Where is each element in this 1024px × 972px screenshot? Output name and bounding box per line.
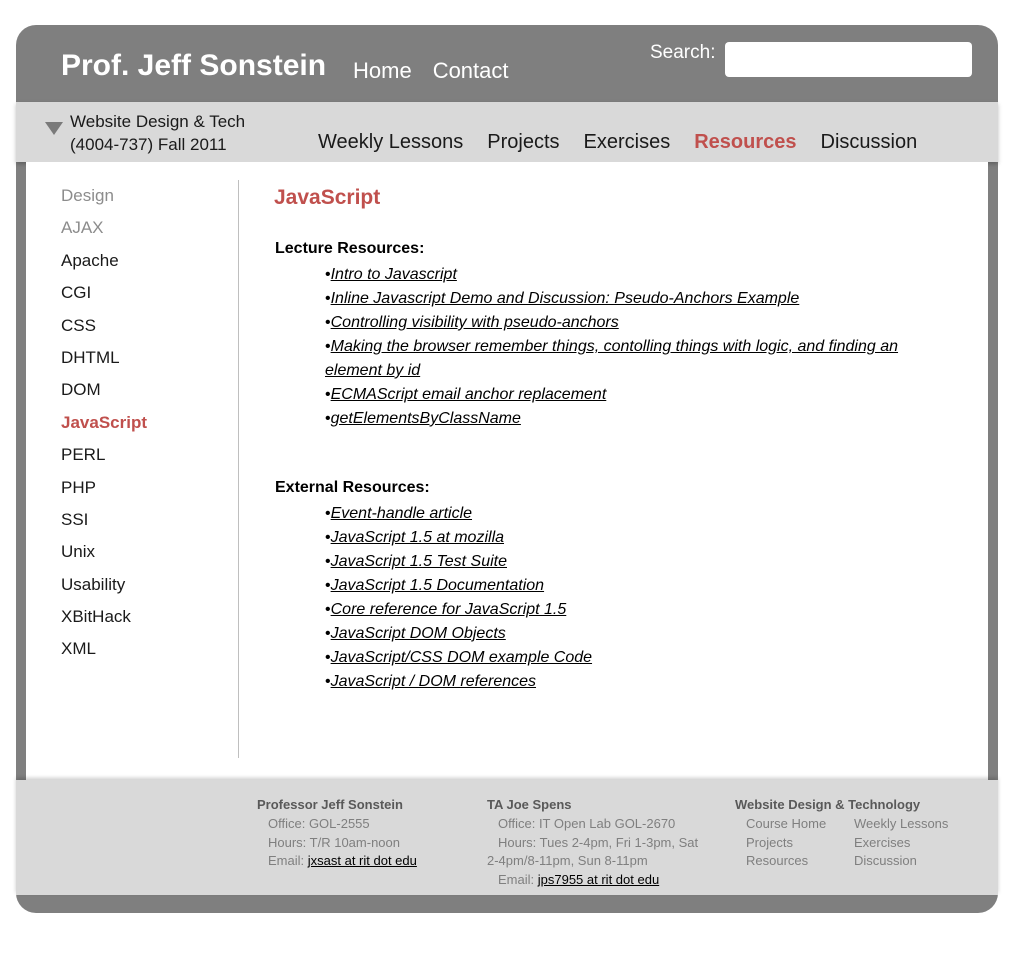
nav-contact-link[interactable]: Contact [432, 58, 509, 83]
resource-link[interactable]: JavaScript 1.5 Documentation [330, 577, 545, 594]
bullet-icon: • [325, 625, 331, 642]
bullet-icon: • [325, 338, 331, 355]
bullet-icon: • [325, 577, 331, 594]
site-title[interactable]: Prof. Jeff Sonstein [61, 49, 327, 82]
resource-item [325, 383, 925, 407]
resource-item [325, 598, 925, 622]
bullet-icon: • [325, 553, 331, 570]
footer-link-course-home[interactable]: Course Home [746, 815, 827, 831]
lecture-resources-list [325, 263, 925, 431]
bullet-icon: • [325, 410, 331, 427]
resource-link[interactable]: Intro to Javascript [330, 266, 457, 283]
resource-link[interactable]: JavaScript/CSS DOM example Code [330, 649, 593, 666]
search-input[interactable] [725, 42, 972, 77]
resource-item [325, 287, 925, 311]
sidebar-item-apache[interactable]: Apache [61, 250, 119, 270]
sidebar-item-javascript[interactable]: JavaScript [61, 412, 147, 432]
resource-link[interactable]: Making the browser remember things, contolling things with logic, and finding an element by id [325, 338, 899, 379]
bullet-icon: • [325, 529, 331, 546]
footer-link-discussion[interactable]: Discussion [854, 853, 917, 869]
external-resources-heading: External Resources: [275, 479, 430, 496]
footer-professor [257, 796, 417, 871]
resource-item [325, 646, 925, 670]
resource-item [325, 622, 925, 646]
search-label: Search: [650, 42, 716, 63]
footer-ta [487, 796, 698, 890]
lecture-resources-heading: Lecture Resources: [275, 240, 425, 257]
resource-item [325, 550, 925, 574]
resource-link[interactable]: Controlling visibility with pseudo-anchors [330, 314, 619, 331]
email-label: Email: [268, 853, 305, 869]
resource-item [325, 670, 925, 694]
email-label: Email: [498, 872, 535, 888]
course-nav-weekly-lessons[interactable]: Weekly Lessons [318, 131, 464, 153]
sidebar-item-usability[interactable]: Usability [61, 574, 126, 594]
resource-link[interactable]: ECMAScript email anchor replacement [330, 386, 607, 403]
resource-link[interactable]: Event-handle article [330, 505, 473, 522]
resource-link[interactable]: JavaScript 1.5 Test Suite [330, 553, 507, 570]
resource-link[interactable]: Inline Javascript Demo and Discussion: Pseudo-Anchors Example [330, 290, 800, 307]
ta-hours-line2: 2-4pm/8-11pm, Sun 8-11pm [487, 853, 648, 869]
sidebar-item-unix[interactable]: Unix [61, 542, 96, 562]
resource-item [325, 407, 925, 431]
footer-link-projects[interactable]: Projects [746, 834, 793, 850]
bullet-icon: • [325, 673, 331, 690]
footer-link-exercises[interactable]: Exercises [854, 834, 911, 850]
professor-email-link[interactable]: jxsast at rit dot edu [307, 853, 417, 869]
page-title: JavaScript [274, 186, 381, 209]
resource-item [325, 311, 925, 335]
bullet-icon: • [325, 505, 331, 522]
sidebar-item-xml[interactable]: XML [61, 639, 96, 659]
footer-link-resources[interactable]: Resources [746, 853, 809, 869]
resource-link[interactable]: getElementsByClassName [330, 410, 521, 427]
footer-link-weekly-lessons[interactable]: Weekly Lessons [854, 815, 949, 831]
sidebar-item-ajax[interactable]: AJAX [61, 218, 104, 238]
ta-email-line [487, 871, 698, 890]
sidebar-item-ssi[interactable]: SSI [61, 509, 89, 529]
ta-hours-line1: Hours: Tues 2-4pm, Fri 1-3pm, Sat [498, 834, 699, 850]
sidebar-item-xbithack[interactable]: XBitHack [61, 607, 131, 627]
external-resources-list [325, 502, 925, 694]
bullet-icon: • [325, 601, 331, 618]
sidebar-item-dhtml[interactable]: DHTML [61, 347, 120, 367]
resource-item [325, 502, 925, 526]
professor-heading: Professor Jeff Sonstein [257, 797, 403, 812]
nav-home-link[interactable]: Home [353, 58, 412, 83]
resource-item [325, 263, 925, 287]
course-name [70, 110, 245, 156]
resource-link[interactable]: Core reference for JavaScript 1.5 [330, 601, 567, 618]
resource-link[interactable]: JavaScript / DOM references [330, 673, 537, 690]
professor-email-line [257, 852, 417, 871]
resource-link[interactable]: JavaScript 1.5 at mozilla [330, 529, 505, 546]
top-nav [353, 58, 509, 84]
course-title: Website Design & Tech [70, 112, 246, 131]
bullet-icon: • [325, 386, 331, 403]
bullet-icon: • [325, 314, 331, 331]
footer-links-grid [735, 815, 964, 871]
sidebar-item-css[interactable]: CSS [61, 315, 96, 335]
sidebar-item-cgi[interactable]: CGI [61, 283, 92, 303]
footer-site-links [735, 796, 964, 871]
course-nav-discussion[interactable]: Discussion [820, 131, 918, 153]
course-nav-resources[interactable]: Resources [694, 131, 797, 153]
resource-link[interactable]: JavaScript DOM Objects [330, 625, 506, 642]
sidebar-divider [238, 180, 239, 758]
sidebar-topics [61, 184, 147, 670]
collapse-triangle-icon[interactable] [45, 122, 63, 135]
course-nav [318, 131, 941, 154]
bullet-icon: • [325, 649, 331, 666]
sidebar-item-design[interactable]: Design [61, 186, 114, 205]
ta-heading: TA Joe Spens [487, 797, 572, 812]
site-links-heading: Website Design & Technology [735, 797, 921, 812]
course-nav-exercises[interactable]: Exercises [583, 131, 671, 153]
bullet-icon: • [325, 266, 331, 283]
sidebar-item-perl[interactable]: PERL [61, 445, 106, 465]
course-nav-projects[interactable]: Projects [487, 131, 560, 153]
course-number-term: (4004-737) Fall 2011 [70, 135, 227, 154]
professor-hours: Hours: T/R 10am-noon [268, 834, 400, 850]
sidebar-item-dom[interactable]: DOM [61, 380, 101, 400]
ta-email-link[interactable]: jps7955 at rit dot edu [537, 872, 660, 888]
resource-item [325, 526, 925, 550]
professor-office: Office: GOL-2555 [268, 815, 370, 831]
sidebar-item-php[interactable]: PHP [61, 477, 96, 497]
bullet-icon: • [325, 290, 331, 307]
ta-office: Office: IT Open Lab GOL-2670 [498, 815, 676, 831]
resource-item [325, 335, 925, 383]
resource-item [325, 574, 925, 598]
